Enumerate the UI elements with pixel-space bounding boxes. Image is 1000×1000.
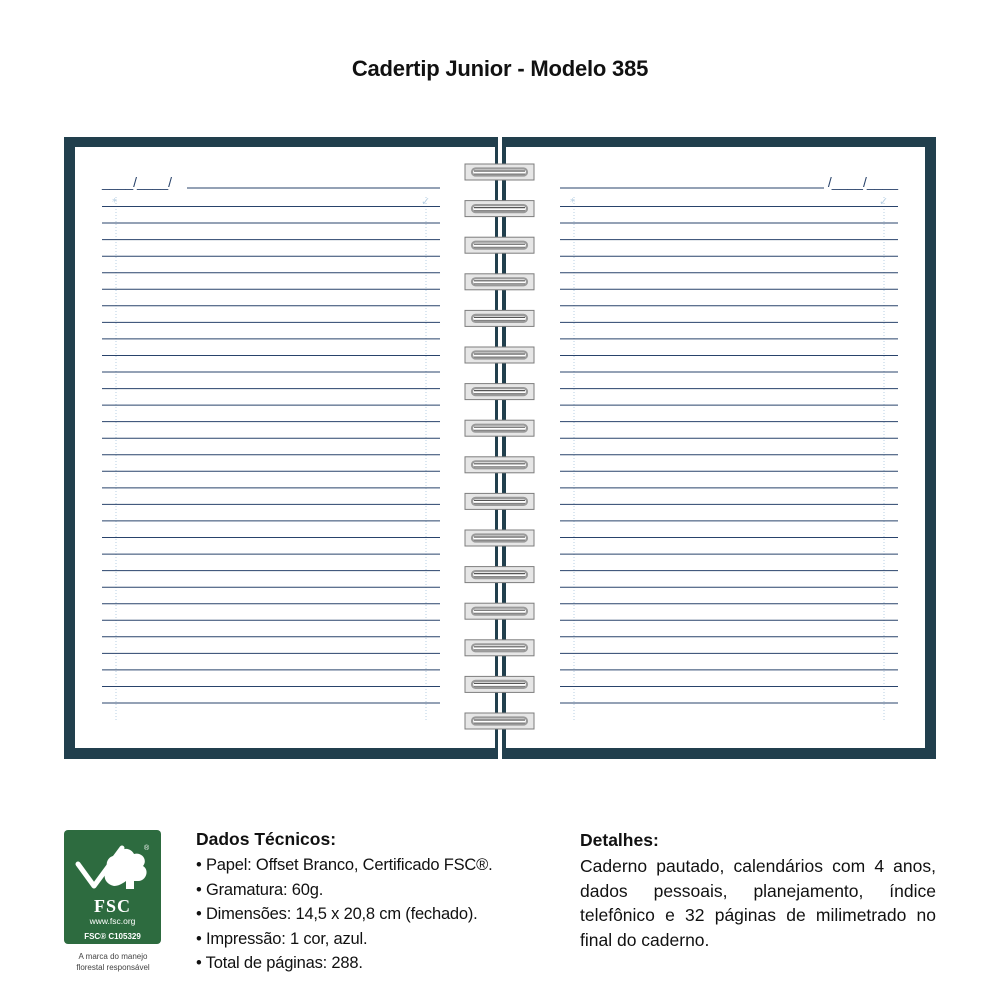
right-page (506, 147, 925, 748)
margin-asterisk-mark: * (112, 197, 117, 208)
tech-item-paper: • Papel: Offset Branco, Certificado FSC®. (196, 856, 493, 874)
page-title: Cadertip Junior - Modelo 385 (351, 56, 649, 81)
notebook-left-cover (64, 137, 498, 759)
date-placeholder: ____/____/ (102, 174, 173, 190)
margin-check-mark: ✓ (879, 195, 889, 208)
tech-item-weight: • Gramatura: 60g. (196, 880, 324, 899)
left-page (75, 147, 495, 748)
technical-data-heading: Dados Técnicos: (196, 829, 337, 849)
details-heading: Detalhes: (580, 830, 659, 850)
fsc-logo (64, 830, 161, 944)
fsc-wordmark: FSC (93, 896, 131, 916)
fsc-caption: A marca do manejo florestal responsável (76, 952, 150, 972)
details (580, 830, 936, 952)
margin-check-mark: ✓ (421, 195, 431, 208)
fsc-tree-check-icon (64, 834, 161, 900)
left-page-ruling (75, 147, 495, 748)
margin-asterisk-mark: * (570, 197, 575, 208)
tech-item-dimensions: • Dimensões: 14,5 x 20,8 cm (fechado). (196, 905, 478, 923)
technical-data (196, 829, 566, 976)
svg-text:®: ® (144, 845, 150, 852)
tech-item-total-pages: • Total de páginas: 288. (196, 954, 363, 972)
details-text: Caderno pautado, calendários com 4 anos, dados pessoais, planejamento, índice telefônico e 32 páginas de milimetrado no final do caderno. (580, 856, 936, 950)
notebook-right-cover (502, 137, 936, 759)
right-page-ruling (506, 147, 925, 748)
fsc-url: www.fsc.org (89, 916, 136, 926)
date-placeholder: /____/____ (827, 174, 898, 190)
fsc-code: FSC® C105329 (84, 932, 141, 941)
tech-item-printing: • Impressão: 1 cor, azul. (196, 929, 368, 948)
